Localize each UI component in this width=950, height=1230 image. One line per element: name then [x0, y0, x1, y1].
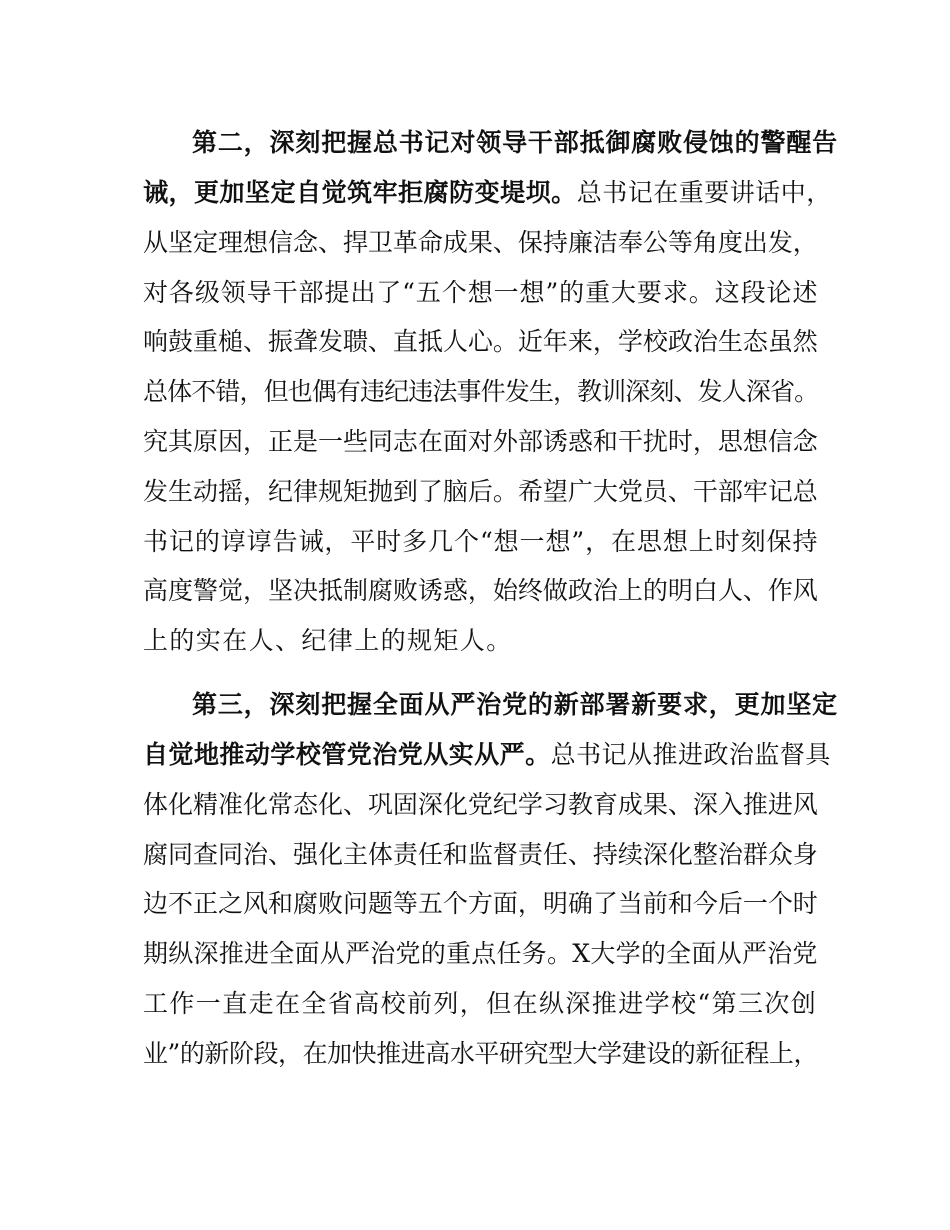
body-text: 高度警觉，坚决抵制腐败诱惑，始终做政治上的明白人、作风: [143, 576, 818, 605]
paragraph-2-line-2: [143, 739, 831, 771]
paragraph-2-line-1: [192, 689, 838, 721]
body-text: 总书记从推进政治监督具: [550, 740, 831, 769]
paragraph-2-line-5: [143, 888, 818, 920]
heading-text: 自觉地推动学校管党治党从实从严。: [143, 740, 551, 769]
paragraph-2-line-3: [143, 789, 818, 821]
body-text: 书记的谆谆告诫，平时多几个“想一想”，在思想上时刻保持: [143, 527, 819, 556]
body-text: 工作一直走在全省高校前列，但在纵深推进学校“第三次创: [143, 989, 818, 1018]
body-text: 从坚定理想信念、捍卫革命成果、保持廉洁奉公等角度出发，: [143, 228, 818, 257]
body-text: 发生动摇，纪律规矩抛到了脑后。希望广大党员、干部牢记总: [143, 477, 818, 506]
body-text: 体化精准化常态化、巩固深化党纪学习教育成果、深入推进风: [143, 790, 818, 819]
body-text: 究其原因，正是一些同志在面对外部诱惑和干扰时，思想信念: [143, 427, 818, 456]
heading-text: 第三，深刻把握全面从严治党的新部署新要求，更加坚定: [192, 690, 839, 719]
paragraph-1-line-10: [143, 575, 818, 607]
body-text: 腐同查同治、强化主体责任和监督责任、持续深化整治群众身: [143, 840, 818, 869]
body-text: 总书记在重要讲话中，: [576, 178, 832, 207]
paragraph-1-line-6: [143, 376, 818, 408]
paragraph-1-line-4: [143, 277, 818, 309]
paragraph-1-line-7: [143, 426, 818, 458]
body-text: 边不正之风和腐败问题等五个方面，明确了当前和今后一个时: [143, 889, 818, 918]
paragraph-1-line-5: [143, 326, 818, 358]
body-text: 对各级领导干部提出了“五个想一想”的重大要求。这段论述: [143, 278, 819, 307]
paragraph-2-line-7: [143, 988, 817, 1020]
paragraph-1-line-1: [192, 127, 838, 159]
paragraph-2-line-4: [143, 839, 818, 871]
body-text: 期纵深推进全面从严治党的重点任务。X大学的全面从严治党: [143, 939, 818, 968]
paragraph-1-line-11: [143, 625, 513, 657]
paragraph-2-line-6: [143, 938, 818, 970]
body-text: 业”的新阶段，在加快推进高水平研究型大学建设的新征程上，: [143, 1039, 818, 1068]
paragraph-2-line-8: [143, 1038, 818, 1070]
paragraph-1-line-9: [143, 526, 818, 558]
paragraph-1-line-3: [143, 227, 818, 259]
body-text: 上的实在人、纪律上的规矩人。: [143, 626, 513, 655]
heading-text: 第二，深刻把握总书记对领导干部抵御腐败侵蚀的警醒告: [192, 128, 839, 157]
body-text: 响鼓重槌、振聋发聩、直抵人心。近年来，学校政治生态虽然: [143, 327, 818, 356]
body-text: 总体不错，但也偶有违纪违法事件发生，教训深刻、发人深省。: [143, 377, 819, 406]
heading-text: 诫，更加坚定自觉筑牢拒腐防变堤坝。: [143, 178, 577, 207]
paragraph-1-line-8: [143, 476, 818, 508]
paragraph-1-line-2: [143, 177, 832, 209]
